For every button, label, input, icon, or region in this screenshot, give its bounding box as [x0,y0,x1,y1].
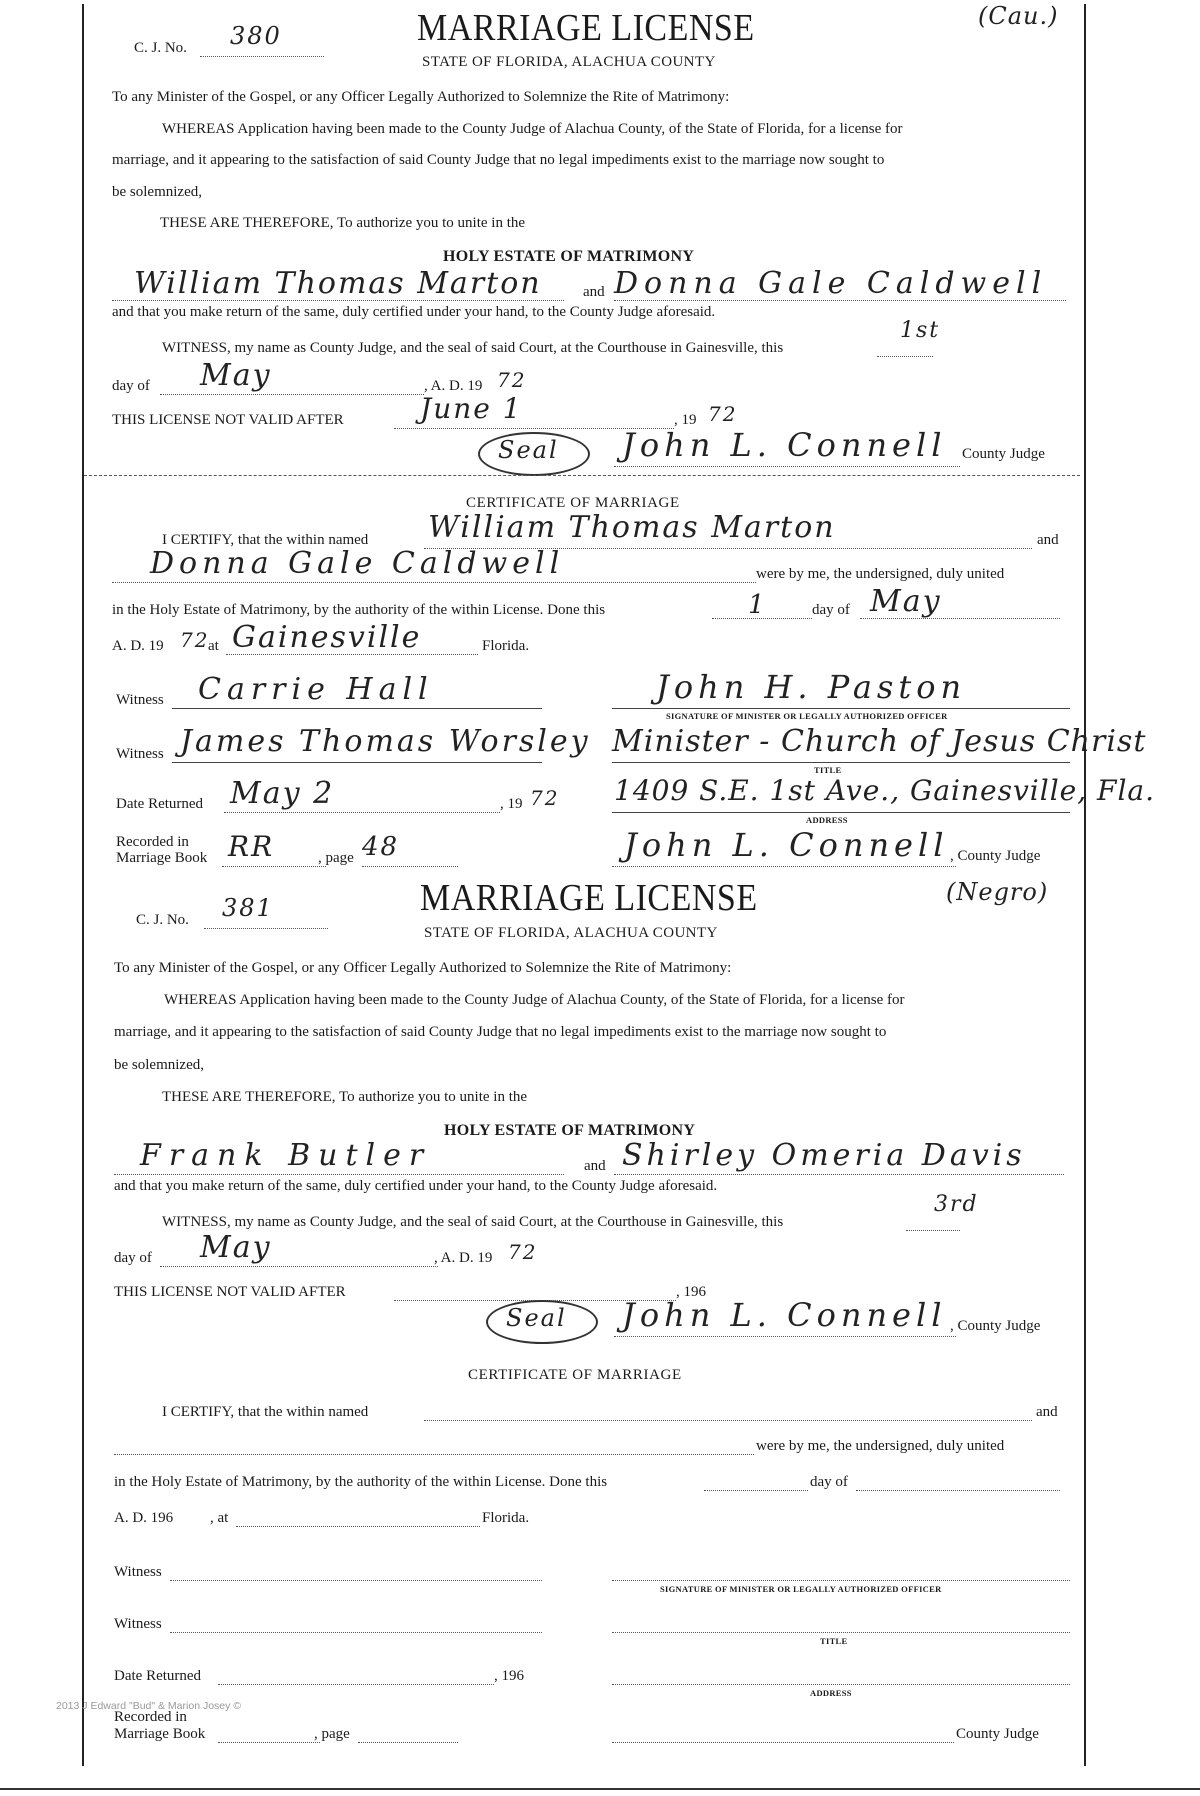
title-label: TITLE [820,1636,848,1646]
day-number: 3rd [934,1192,979,1217]
not-valid-label: THIS LICENSE NOT VALID AFTER [114,1284,346,1300]
year-value: 72 [180,628,210,652]
bride-name: Donna Gale Caldwell [614,266,1048,301]
address-label: ADDRESS [810,1688,852,1698]
page-label: , page [318,850,354,866]
dotted-line [218,1684,494,1685]
witness-line-2 [172,762,542,763]
holy-estate-heading: HOLY ESTATE OF MATRIMONY [443,248,695,265]
license-title: MARRIAGE LICENSE [417,7,755,50]
day-of-label: day of [114,1250,152,1266]
and-word: and [1036,1404,1058,1420]
bride-name: Shirley Omeria Davis [622,1138,1026,1173]
day-value: 1 [748,590,767,620]
address-line [612,812,1070,813]
dotted-line [906,1230,960,1231]
judge-signature: John L. Connell [622,426,947,464]
not-valid-year: , 196 [676,1284,706,1300]
not-valid-year: 72 [708,402,738,426]
and-word: and [583,284,605,300]
holy-estate-line: in the Holy Estate of Matrimony, by the authority of the within License. Done this [114,1474,608,1490]
place-value: Gainesville [232,620,422,655]
witness-line: WITNESS, my name as County Judge, and the seal of said Court, at the Courthouse in Gainesville, this [162,340,784,356]
certified-name-1: William Thomas Marton [428,510,836,545]
dotted-line [614,466,960,467]
county-judge-label: County Judge [956,1726,1039,1742]
dotted-line [362,866,458,867]
address-label: ADDRESS [806,815,848,825]
dotted-line [856,1490,1060,1491]
dotted-line [200,56,324,57]
cj-number-label: C. J. No. [136,912,189,928]
witness-label-1: Witness [116,692,164,708]
dotted-line [204,928,328,929]
recorded-label-2: Marriage Book [114,1726,206,1742]
date-returned-label: Date Returned [114,1668,202,1684]
dotted-line [877,356,933,357]
witness-line-2 [170,1632,542,1633]
whereas-line-1: WHEREAS Application having been made to the County Judge of Alachua County, of the State of Florida, for a license for [162,121,903,137]
therefore-line: THESE ARE THEREFORE, To authorize you to unite in the [162,1089,528,1105]
judge-signature: John L. Connell [624,826,949,864]
ad-label: A. D. 196 [114,1510,174,1526]
section-divider [84,475,1080,476]
dotted-line [704,1490,808,1491]
seal-text: Seal [506,1304,567,1332]
united-label: were by me, the undersigned, duly united [756,566,1005,582]
at-label: , at [210,1510,229,1526]
officer-title: Minister - Church of Jesus Christ [612,724,1147,759]
date-returned-label: Date Returned [116,796,204,812]
return-line: and that you make return of the same, duly certified under your hand, to the County Judge aforesaid. [114,1178,718,1194]
corner-note: (Negro) [946,878,1049,906]
cj-number-value: 380 [230,22,282,50]
groom-name: William Thomas Marton [134,266,542,301]
recorded-label-2: Marriage Book [116,850,208,866]
page-label: , page [314,1726,350,1742]
and-word: and [1037,532,1059,548]
bottom-rule [0,1788,1200,1790]
witness-1-name: Carrie Hall [198,672,434,707]
recorded-label-1: Recorded in [114,1709,187,1725]
whereas-line-1: WHEREAS Application having been made to the County Judge of Alachua County, of the State of Florida, for a license for [164,992,905,1008]
returned-year-prefix: , 19 [500,796,523,812]
bride-line [614,1174,1064,1175]
month-value: May [200,358,272,393]
whereas-line-2: marriage, and it appearing to the satisfaction of said County Judge that no legal impediments exist to the marriage now sought to [114,1024,887,1040]
year-value: 72 [508,1240,538,1264]
month-value: May [200,1230,272,1265]
dotted-line [218,1742,320,1743]
county-judge-label: , County Judge [950,848,1041,864]
seal-text: Seal [498,436,559,464]
dotted-line [612,866,956,867]
name2-line [114,1454,754,1455]
certificate-heading: CERTIFICATE OF MARRIAGE [468,1367,682,1383]
dotted-line [236,1526,480,1527]
county-judge-label: , County Judge [950,1318,1041,1334]
copyright-watermark: 2013 J Edward "Bud" & Marion Josey © [56,1700,242,1712]
month-value: May [870,584,942,619]
united-label: were by me, the undersigned, duly united [756,1438,1005,1454]
florida-label: Florida. [482,1510,530,1526]
certified-name-2: Donna Gale Caldwell [150,546,565,581]
date-returned-value: May 2 [230,776,335,811]
name2-line [112,582,756,583]
dotted-line [160,394,424,395]
at-label: at [208,638,219,654]
not-valid-label: THIS LICENSE NOT VALID AFTER [112,412,344,428]
address-line: To any Minister of the Gospel, or any Officer Legally Authorized to Solemnize the Rite of Matrimony: [112,89,730,105]
dotted-line [160,1266,438,1267]
title-label: TITLE [814,765,842,775]
address-line [612,1684,1070,1685]
certify-label: I CERTIFY, that the within named [162,1404,369,1420]
officer-signature-line [612,1580,1070,1581]
officer-address: 1409 S.E. 1st Ave., Gainesville, Fla. [614,774,1156,807]
dotted-line [224,812,500,813]
year-value: 72 [497,368,527,392]
officer-signature: John H. Paston [656,668,967,706]
ad-label: , A. D. 19 [434,1250,493,1266]
day-number: 1st [900,318,941,343]
book-value: RR [228,830,275,863]
page-value: 48 [362,832,400,862]
cj-number-value: 381 [222,894,274,922]
officer-signature-line [612,708,1070,709]
florida-label: Florida. [482,638,530,654]
certificate-heading: CERTIFICATE OF MARRIAGE [466,495,680,511]
ad-label: , A. D. 19 [424,378,483,394]
judge-signature: John L. Connell [622,1296,947,1334]
not-valid-value: June 1 [420,392,523,425]
license-title: MARRIAGE LICENSE [420,877,758,920]
day-of-label: day of [810,1474,848,1490]
returned-year: 72 [530,786,560,810]
certify-label: I CERTIFY, that the within named [162,532,369,548]
title-line [612,762,1070,763]
address-line: To any Minister of the Gospel, or any Officer Legally Authorized to Solemnize the Rite of Matrimony: [114,960,732,976]
recorded-label-1: Recorded in [116,834,189,850]
witness-line-1 [172,708,542,709]
officer-signature-label: SIGNATURE OF MINISTER OR LEGALLY AUTHORIZED OFFICER [666,711,948,721]
holy-estate-heading: HOLY ESTATE OF MATRIMONY [444,1122,696,1139]
not-valid-year-prefix: , 19 [674,412,697,428]
groom-line [114,1174,564,1175]
whereas-line-3: be solemnized, [114,1057,204,1073]
whereas-line-3: be solemnized, [112,184,202,200]
witness-label-2: Witness [116,746,164,762]
dotted-line [614,1336,956,1337]
witness-line-1 [170,1580,542,1581]
day-of-label: day of [812,602,850,618]
witness-label-2: Witness [114,1616,162,1632]
witness-line: WITNESS, my name as County Judge, and the seal of said Court, at the Courthouse in Gainesville, this [162,1214,784,1230]
witness-label-1: Witness [114,1564,162,1580]
witness-2-name: James Thomas Worsley [180,724,591,759]
county-judge-label: County Judge [962,446,1045,462]
dotted-line [222,866,326,867]
therefore-line: THESE ARE THEREFORE, To authorize you to unite in the [160,215,526,231]
license-subtitle: STATE OF FLORIDA, ALACHUA COUNTY [422,54,716,70]
dotted-line [358,1742,458,1743]
return-line: and that you make return of the same, duly certified under your hand, to the County Judge aforesaid. [112,304,716,320]
day-of-label: day of [112,378,150,394]
corner-note: (Cau.) [978,2,1059,30]
title-line [612,1632,1070,1633]
ad-label: A. D. 19 [112,638,164,654]
name1-line [424,1420,1032,1421]
returned-year: , 196 [494,1668,524,1684]
dotted-line [612,1742,954,1743]
and-word: and [584,1158,606,1174]
cj-number-label: C. J. No. [134,40,187,56]
license-subtitle: STATE OF FLORIDA, ALACHUA COUNTY [424,925,718,941]
officer-signature-label: SIGNATURE OF MINISTER OR LEGALLY AUTHORIZED OFFICER [660,1584,942,1594]
groom-name: Frank Butler [140,1138,432,1173]
whereas-line-2: marriage, and it appearing to the satisfaction of said County Judge that no legal impediments exist to the marriage now sought to [112,152,885,168]
holy-estate-line: in the Holy Estate of Matrimony, by the authority of the within License. Done this [112,602,606,618]
